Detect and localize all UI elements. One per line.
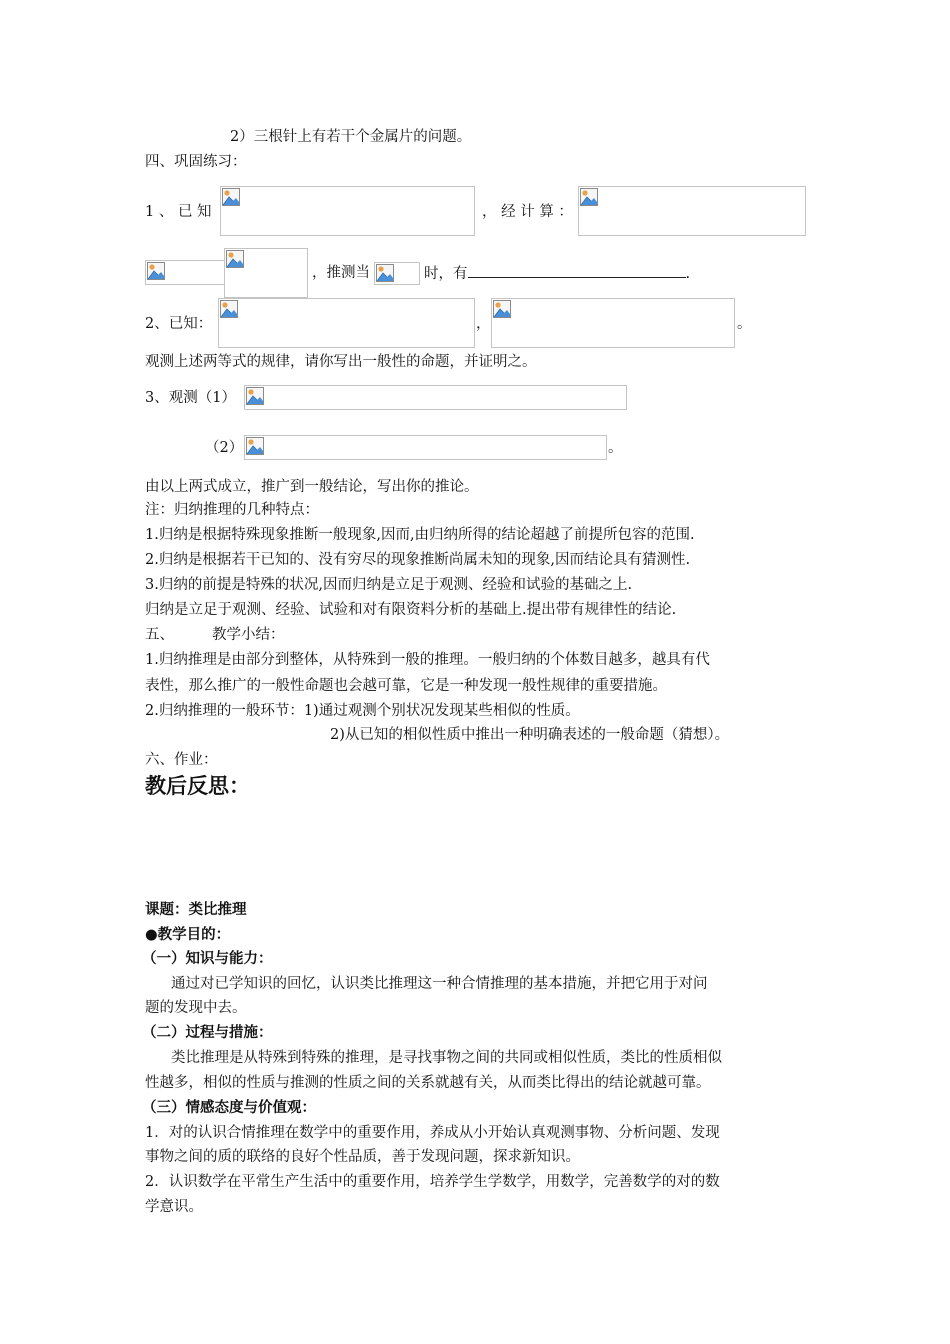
broken-image-icon (493, 300, 511, 318)
broken-image-icon (376, 264, 394, 282)
teaching-goals-heading: ●教学目的： (145, 927, 231, 943)
broken-image-icon (226, 250, 244, 268)
section-6-heading: 六、作业： (145, 752, 218, 768)
formula-image-box (220, 186, 475, 236)
note-item-3: 3.归纳的前提是特殊的状况,因而归纳是立足于观测、经验和试验的基础之上. (145, 577, 633, 593)
summary-item-1-cont: 表性，那么推广的一般性命题也会越可靠，它是一种发现一般性规律的重要措施。 (145, 678, 667, 694)
summary-item-2-step2: 2)从已知的相似性质中推出一种明确表述的一般命题（猜想）。 (330, 727, 730, 743)
q1-guess-text: ，推测当 (312, 265, 370, 281)
goal-1-heading: （一）知识与能力： (142, 951, 273, 967)
q1-label: 1 、 已 知 (145, 204, 212, 220)
broken-image-icon (222, 188, 240, 206)
goal-3-heading: （三）情感态度与价值观： (142, 1100, 316, 1116)
formula-image-box (374, 262, 420, 285)
formula-image-box (491, 298, 735, 348)
section-5-heading: 教学小结： (212, 627, 285, 643)
q1-then-text (424, 263, 690, 284)
reflection-heading: 教后反思： (145, 774, 250, 798)
q1-period: . (685, 266, 691, 282)
note-item-2: 2.归纳是根据若干已知的、没有穷尽的现象推断尚属未知的现象,因而结论具有猜测性. (145, 552, 691, 568)
broken-image-icon (246, 437, 264, 455)
note-item-1: 1.归纳是根据特殊现象推断一般现象,因而,由归纳所得的结论超越了前提所包容的范围. (145, 527, 695, 543)
summary-item-2: 2.归纳推理的一般环节：1)通过观测个别状况发现某些相似的性质。 (145, 703, 580, 719)
goal-1-text: 通过对已学知识的回忆，认识类比推理这一种合情推理的基本措施，并把它用于对问 (171, 976, 708, 992)
section-4-heading: 四、巩固练习： (145, 154, 247, 170)
item-2-text: 2）三根针上有若干个金属片的问题。 (230, 129, 472, 145)
broken-image-icon (580, 188, 598, 206)
section-5-number: 五、 (145, 627, 174, 643)
q1-then-label: 时，有 (424, 266, 468, 282)
broken-image-icon (147, 262, 165, 280)
formula-image-box (244, 435, 607, 460)
lesson-title: 课题：类比推理 (145, 902, 247, 918)
q2-comma: ， (476, 316, 491, 332)
q2-label: 2、已知： (145, 316, 213, 332)
goal-2-text-cont: 性越多，相似的性质与推测的性质之间的关系就越有关，从而类比得出的结论就越可靠。 (145, 1075, 711, 1091)
goal-3-item-1: 1．对的认识合情推理在数学中的重要作用，养成从小开始认真观测事物、分析问题、发现 (145, 1125, 720, 1141)
q3-period: 。 (608, 440, 623, 456)
q3-instruction: 由以上两式成立，推广到一般结论，写出你的推论。 (145, 479, 479, 495)
formula-image-box (145, 260, 225, 285)
answer-blank[interactable] (468, 263, 686, 278)
goal-1-text-cont: 题的发现中去。 (145, 1000, 247, 1016)
goal-3-item-1-cont: 事物之间的质的联络的良好个性品质，善于发现问题，探求新知识。 (145, 1149, 580, 1165)
q3-part2-label: （2） (205, 440, 244, 456)
goal-3-item-2: 2．认识数学在平常生产生活中的重要作用，培养学生学数学，用数学，完善数学的对的数 (145, 1174, 720, 1190)
q2-period: 。 (737, 316, 752, 332)
note-heading: 注：归纳推理的几种特点： (145, 502, 319, 518)
formula-image-box (244, 385, 627, 410)
formula-image-box (224, 248, 308, 298)
q3-label: 3、观测（1） (145, 390, 236, 406)
note-summary: 归纳是立足于观测、经验、试验和对有限资料分析的基础上.提出带有规律性的结论. (145, 602, 677, 618)
broken-image-icon (246, 387, 264, 405)
goal-2-heading: （二）过程与措施： (142, 1025, 273, 1041)
goal-3-item-2-cont: 学意识。 (145, 1199, 203, 1215)
q1-calc-label: ， 经 计 算 ： (482, 204, 573, 220)
broken-image-icon (220, 300, 238, 318)
formula-image-box (578, 186, 806, 236)
formula-image-box (218, 298, 475, 348)
q2-instruction: 观测上述两等式的规律，请你写出一般性的命题，并证明之。 (145, 354, 537, 370)
goal-2-text: 类比推理是从特殊到特殊的推理，是寻找事物之间的共同或相似性质，类比的性质相似 (171, 1050, 722, 1066)
summary-item-1: 1.归纳推理是由部分到整体，从特殊到一般的推理。一般归纳的个体数目越多，越具有代 (145, 652, 710, 668)
